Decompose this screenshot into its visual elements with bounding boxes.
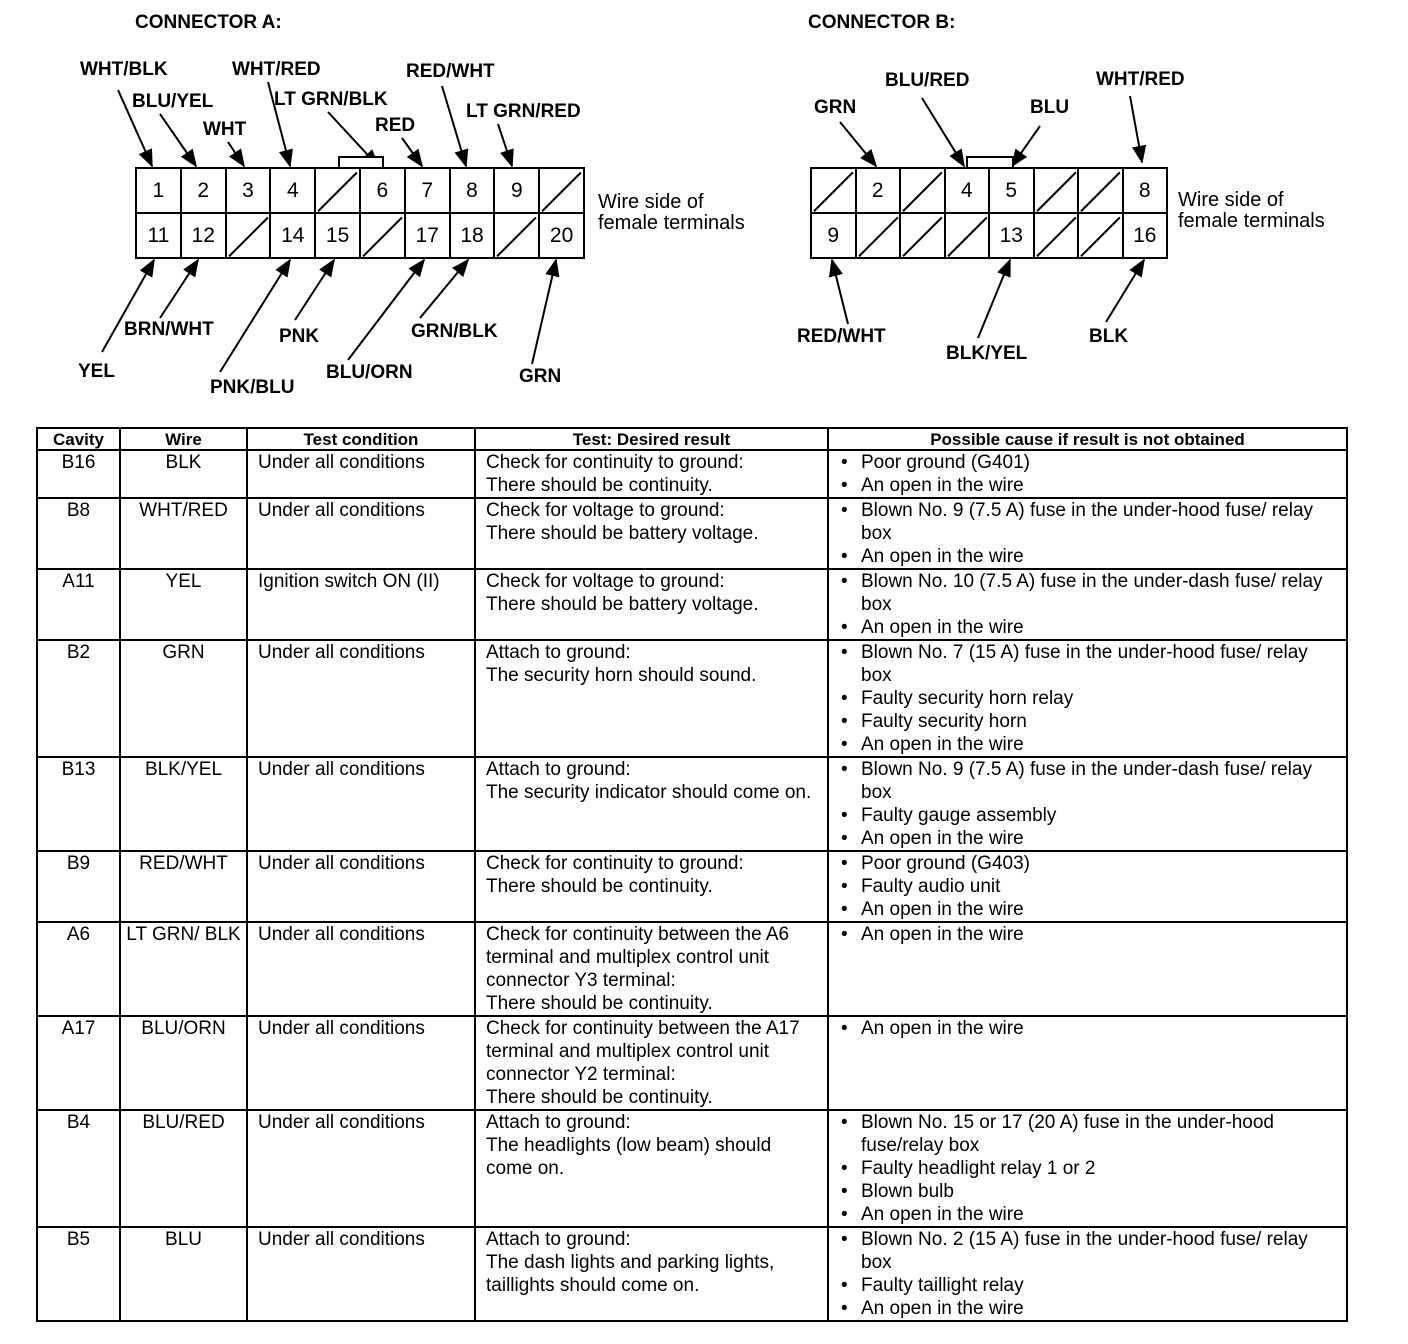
label-a-red-wht: RED/WHT xyxy=(406,61,495,82)
connector-a-cavity-18: 18 xyxy=(451,214,494,257)
arrow-b-grn xyxy=(840,122,876,166)
arrow-a-grn-blk xyxy=(420,260,468,318)
label-b-blu-red: BLU/RED xyxy=(885,70,970,91)
cell-test-condition: Under all conditions xyxy=(247,1110,475,1227)
cell-desired-result: Attach to ground: The headlights (low beam) should come on. xyxy=(475,1110,828,1227)
cell-wire: LT GRN/ BLK xyxy=(120,922,247,1016)
cell-wire: BLK xyxy=(120,450,247,498)
connector-b-cavity-9: 9 xyxy=(812,214,855,257)
table-row xyxy=(37,450,1347,498)
cause-item: • An open in the wire xyxy=(861,1017,1338,1040)
cell-desired-result: Check for continuity to ground: There should be continuity. xyxy=(475,450,828,498)
cell-desired-result: Check for continuity between the A17 terminal and multiplex control unit connector Y2 terminal: There should be continuity. xyxy=(475,1016,828,1110)
connector-b-cavity-10-empty xyxy=(857,214,900,257)
causes-list xyxy=(839,758,1338,850)
cause-item: • Faulty gauge assembly xyxy=(861,804,1338,827)
table-row xyxy=(37,498,1347,569)
arrow-b-blu xyxy=(1012,126,1040,166)
label-a-blu-orn: BLU/ORN xyxy=(326,362,413,383)
cause-item: • Faulty taillight relay xyxy=(861,1274,1338,1297)
label-a-grn: GRN xyxy=(519,366,562,387)
connector-a xyxy=(135,167,585,259)
cause-item: • Poor ground (G401) xyxy=(861,451,1338,474)
connector-a-cavity-5-empty xyxy=(316,169,359,212)
connector-b-title: CONNECTOR B: xyxy=(808,12,956,33)
cause-item: • Blown No. 2 (15 A) fuse in the under-hood fuse/ relay box xyxy=(861,1228,1338,1274)
cell-possible-causes xyxy=(828,569,1347,640)
arrow-b-blk-yel xyxy=(978,260,1010,338)
cell-cavity: A11 xyxy=(37,569,120,640)
connector-a-cavity-20: 20 xyxy=(540,214,583,257)
causes-list xyxy=(839,641,1338,756)
connector-a-cavity-19-empty xyxy=(495,214,538,257)
arrow-b-blk xyxy=(1106,260,1144,322)
cell-wire: GRN xyxy=(120,640,247,757)
connector-a-cavity-15: 15 xyxy=(316,214,359,257)
connector-a-cavity-12: 12 xyxy=(182,214,225,257)
cell-cavity: A6 xyxy=(37,922,120,1016)
cell-cavity: B13 xyxy=(37,757,120,851)
cell-test-condition: Under all conditions xyxy=(247,450,475,498)
header-test-condition: Test condition xyxy=(247,428,475,450)
table-row xyxy=(37,1110,1347,1227)
cell-test-condition: Under all conditions xyxy=(247,1016,475,1110)
table-row xyxy=(37,1016,1347,1110)
cell-test-condition: Under all conditions xyxy=(247,1227,475,1321)
arrow-a-blu-orn xyxy=(348,260,424,360)
cell-possible-causes xyxy=(828,1227,1347,1321)
cause-item: • Faulty security horn relay xyxy=(861,687,1338,710)
connector-a-cavity-17: 17 xyxy=(406,214,449,257)
cause-item: • An open in the wire xyxy=(861,616,1338,639)
table-row xyxy=(37,757,1347,851)
connector-a-side-note: Wire side of female terminals xyxy=(598,191,745,234)
cell-possible-causes xyxy=(828,1110,1347,1227)
cell-desired-result: Check for voltage to ground: There should be battery voltage. xyxy=(475,498,828,569)
cell-cavity: B16 xyxy=(37,450,120,498)
connector-b-cavity-12-empty xyxy=(946,214,989,257)
cell-wire: BLU/ORN xyxy=(120,1016,247,1110)
cell-cavity: B4 xyxy=(37,1110,120,1227)
arrow-a-lt-grn-red xyxy=(498,124,512,166)
cause-item: • Blown No. 9 (7.5 A) fuse in the under-hood fuse/ relay box xyxy=(861,499,1338,545)
table-row xyxy=(37,1227,1347,1321)
label-a-lt-grn-blk: LT GRN/BLK xyxy=(274,89,388,110)
cause-item: • An open in the wire xyxy=(861,898,1338,921)
cell-possible-causes xyxy=(828,851,1347,922)
header-possible-cause: Possible cause if result is not obtained xyxy=(828,428,1347,450)
connector-a-cavity-14: 14 xyxy=(271,214,314,257)
test-table xyxy=(36,427,1348,1322)
connector-b-cavity-14-empty xyxy=(1035,214,1078,257)
label-a-grn-blk: GRN/BLK xyxy=(411,321,498,342)
cause-item: • Blown No. 15 or 17 (20 A) fuse in the under-hood fuse/relay box xyxy=(861,1111,1338,1157)
connector-a-title: CONNECTOR A: xyxy=(135,12,282,33)
connector-a-cavity-3: 3 xyxy=(227,169,270,212)
arrow-a-red-wht xyxy=(442,86,466,166)
cell-possible-causes xyxy=(828,640,1347,757)
label-a-yel: YEL xyxy=(78,361,115,382)
cell-wire: BLU xyxy=(120,1227,247,1321)
cause-item: • Faulty security horn xyxy=(861,710,1338,733)
causes-list xyxy=(839,923,1338,946)
cell-test-condition: Under all conditions xyxy=(247,498,475,569)
cell-desired-result: Check for continuity between the A6 terminal and multiplex control unit connector Y3 terminal: There should be continuity. xyxy=(475,922,828,1016)
cell-desired-result: Attach to ground: The security indicator should come on. xyxy=(475,757,828,851)
cell-wire: BLK/YEL xyxy=(120,757,247,851)
connector-b-cavity-6-empty xyxy=(1035,169,1078,212)
cause-item: • Blown No. 10 (7.5 A) fuse in the under-dash fuse/ relay box xyxy=(861,570,1338,616)
causes-list xyxy=(839,1111,1338,1226)
cause-item: • An open in the wire xyxy=(861,1297,1338,1320)
label-a-wht: WHT xyxy=(203,119,247,140)
cell-test-condition: Under all conditions xyxy=(247,640,475,757)
label-a-red: RED xyxy=(375,115,416,136)
header-cavity: Cavity xyxy=(37,428,120,450)
cause-item: • Poor ground (G403) xyxy=(861,852,1338,875)
arrow-a-pnk-blu xyxy=(220,260,290,372)
cell-test-condition: Under all conditions xyxy=(247,851,475,922)
connector-b-cavity-5: 5 xyxy=(990,169,1033,212)
cell-wire: RED/WHT xyxy=(120,851,247,922)
label-a-pnk: PNK xyxy=(279,326,320,347)
arrow-a-grn xyxy=(532,260,556,364)
connector-b-cavity-2: 2 xyxy=(857,169,900,212)
connector-b-cavity-1-empty xyxy=(812,169,855,212)
connector-a-cavity-13-empty xyxy=(227,214,270,257)
cell-desired-result: Attach to ground: The dash lights and parking lights, taillights should come on. xyxy=(475,1227,828,1321)
table-header-row xyxy=(37,428,1347,450)
cell-test-condition: Under all conditions xyxy=(247,922,475,1016)
table-body xyxy=(37,450,1347,1321)
header-desired-result: Test: Desired result xyxy=(475,428,828,450)
cell-test-condition: Ignition switch ON (II) xyxy=(247,569,475,640)
arrow-b-blu-red xyxy=(922,98,964,166)
label-b-blk-yel: BLK/YEL xyxy=(946,343,1028,364)
cell-desired-result: Check for voltage to ground: There should be battery voltage. xyxy=(475,569,828,640)
connector-b-cavity-7-empty xyxy=(1079,169,1122,212)
causes-list xyxy=(839,1017,1338,1040)
causes-list xyxy=(839,570,1338,639)
label-b-blu: BLU xyxy=(1030,97,1070,118)
label-b-grn: GRN xyxy=(814,97,857,118)
connector-a-cavity-8: 8 xyxy=(451,169,494,212)
label-b-blk: BLK xyxy=(1089,326,1129,347)
label-b-red-wht: RED/WHT xyxy=(797,326,886,347)
causes-list xyxy=(839,499,1338,568)
label-a-wht-blk: WHT/BLK xyxy=(80,59,168,80)
connector-b-side-note: Wire side of female terminals xyxy=(1178,189,1325,232)
cause-item: • An open in the wire xyxy=(861,733,1338,756)
table-row xyxy=(37,640,1347,757)
connector-a-cavity-9: 9 xyxy=(495,169,538,212)
cause-item: • Blown bulb xyxy=(861,1180,1338,1203)
cell-wire: YEL xyxy=(120,569,247,640)
cause-item: • Faulty headlight relay 1 or 2 xyxy=(861,1157,1338,1180)
connector-b-cavity-15-empty xyxy=(1079,214,1122,257)
cause-item: • Faulty audio unit xyxy=(861,875,1338,898)
connector-a-cavity-10-empty xyxy=(540,169,583,212)
table-row xyxy=(37,851,1347,922)
cell-wire: WHT/RED xyxy=(120,498,247,569)
connector-b-cavity-13: 13 xyxy=(990,214,1033,257)
connector-a-cavity-2: 2 xyxy=(182,169,225,212)
cell-cavity: B8 xyxy=(37,498,120,569)
label-a-brn-wht: BRN/WHT xyxy=(124,319,214,340)
cell-wire: BLU/RED xyxy=(120,1110,247,1227)
header-wire: Wire xyxy=(120,428,247,450)
table-row xyxy=(37,922,1347,1016)
cause-item: • An open in the wire xyxy=(861,1203,1338,1226)
cell-cavity: A17 xyxy=(37,1016,120,1110)
causes-list xyxy=(839,451,1338,497)
cause-item: • Blown No. 7 (15 A) fuse in the under-hood fuse/ relay box xyxy=(861,641,1338,687)
cell-desired-result: Attach to ground: The security horn should sound. xyxy=(475,640,828,757)
label-a-pnk-blu: PNK/BLU xyxy=(210,377,295,398)
cause-item: • Blown No. 9 (7.5 A) fuse in the under-dash fuse/ relay box xyxy=(861,758,1338,804)
arrow-a-red xyxy=(402,138,422,166)
arrow-b-red-wht xyxy=(832,260,848,324)
connector-b-cavity-11-empty xyxy=(901,214,944,257)
arrow-a-blu-yel xyxy=(160,114,196,166)
cause-item: • An open in the wire xyxy=(861,923,1338,946)
label-a-lt-grn-red: LT GRN/RED xyxy=(466,101,581,122)
arrow-a-brn-wht xyxy=(160,260,198,318)
table-row xyxy=(37,569,1347,640)
connector-a-cavity-7: 7 xyxy=(406,169,449,212)
cell-possible-causes xyxy=(828,922,1347,1016)
connector-a-cavity-16-empty xyxy=(361,214,404,257)
arrow-a-pnk xyxy=(295,260,334,320)
cell-possible-causes xyxy=(828,498,1347,569)
label-a-blu-yel: BLU/YEL xyxy=(132,91,214,112)
cell-cavity: B5 xyxy=(37,1227,120,1321)
connector-b-cavity-8: 8 xyxy=(1124,169,1167,212)
cell-cavity: B2 xyxy=(37,640,120,757)
cell-desired-result: Check for continuity to ground: There should be continuity. xyxy=(475,851,828,922)
cell-cavity: B9 xyxy=(37,851,120,922)
arrow-a-wht xyxy=(228,142,244,166)
connector-a-cavity-11: 11 xyxy=(137,214,180,257)
cause-item: • An open in the wire xyxy=(861,474,1338,497)
label-b-wht-red: WHT/RED xyxy=(1096,69,1185,90)
causes-list xyxy=(839,1228,1338,1320)
connector-b-cavity-16: 16 xyxy=(1124,214,1167,257)
connector-b xyxy=(810,167,1168,259)
causes-list xyxy=(839,852,1338,921)
cause-item: • An open in the wire xyxy=(861,827,1338,850)
connector-a-cavity-1: 1 xyxy=(137,169,180,212)
cause-item: • An open in the wire xyxy=(861,545,1338,568)
label-a-wht-red: WHT/RED xyxy=(232,59,321,80)
arrow-b-wht-red xyxy=(1130,96,1142,162)
cell-possible-causes xyxy=(828,450,1347,498)
connector-a-cavity-6: 6 xyxy=(361,169,404,212)
cell-possible-causes xyxy=(828,757,1347,851)
cell-test-condition: Under all conditions xyxy=(247,757,475,851)
connector-a-cavity-4: 4 xyxy=(271,169,314,212)
connector-b-cavity-4: 4 xyxy=(946,169,989,212)
cell-possible-causes xyxy=(828,1016,1347,1110)
connector-b-cavity-3-empty xyxy=(901,169,944,212)
